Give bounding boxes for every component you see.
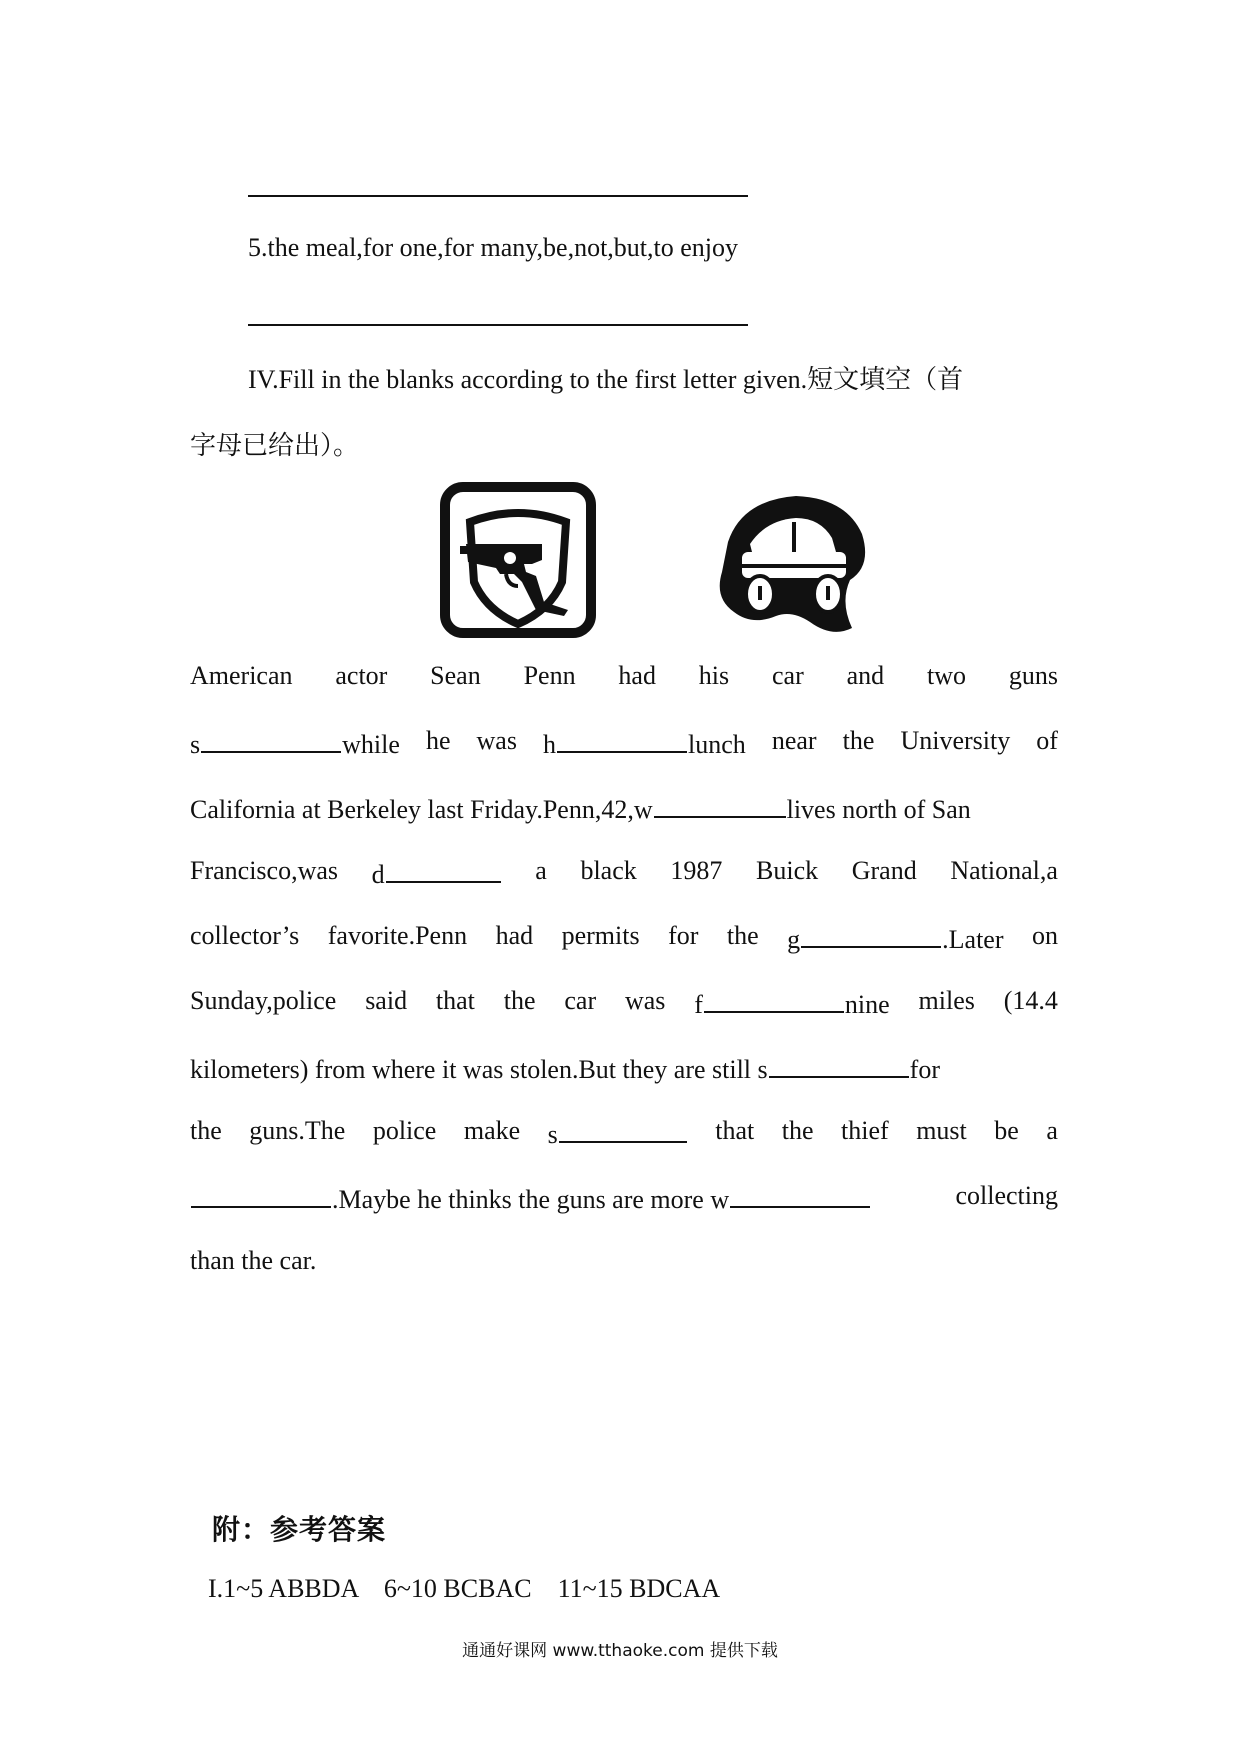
answer-key-title: 附：参考答案	[212, 1513, 387, 1546]
word: had	[618, 661, 656, 690]
word: for	[668, 921, 699, 950]
word: kilometers) from where it was stolen.But they are still s	[190, 1055, 768, 1084]
word: h	[543, 730, 557, 759]
word: Sean	[430, 661, 481, 690]
passage-line-4	[190, 851, 1058, 891]
word: lives north of San	[786, 795, 971, 824]
word: for	[909, 1055, 940, 1084]
word: black	[580, 856, 637, 885]
word: guns.The	[249, 1116, 346, 1145]
word: while	[342, 730, 400, 759]
word: Penn	[523, 661, 576, 690]
passage-line-1	[190, 656, 1058, 696]
fill-blank[interactable]	[191, 1176, 331, 1208]
passage-line-5	[190, 916, 1058, 956]
word: that	[435, 986, 475, 1015]
word: .Maybe he thinks the guns are more w	[332, 1185, 730, 1214]
word: car	[564, 986, 597, 1015]
word: g	[787, 925, 801, 954]
word: that	[715, 1116, 755, 1145]
gun-shield-icon	[440, 482, 600, 642]
word: two	[926, 661, 966, 690]
answer-key-line: I.1~5 ABBDA 6~10 BCBAC 11~15 BDCAA	[208, 1574, 721, 1603]
word: the	[190, 1116, 222, 1145]
word: American	[190, 661, 293, 690]
word: favorite.Penn	[327, 921, 468, 950]
word: was	[476, 726, 517, 755]
word: the	[726, 921, 759, 950]
word: f	[694, 990, 703, 1019]
word: Sunday,police	[190, 986, 337, 1015]
word: actor	[335, 661, 388, 690]
page-footer: 通通好课网 www.tthaoke.com 提供下载	[462, 1641, 778, 1661]
section-4-heading: IV.Fill in the blanks according to the first letter given.短文填空（首	[248, 365, 964, 394]
word: a	[1046, 1116, 1058, 1145]
word: the	[842, 726, 875, 755]
passage-line-2	[190, 721, 1058, 761]
word: Francisco,was	[190, 856, 339, 885]
word: guns	[1008, 661, 1058, 690]
word: 1987	[670, 856, 723, 885]
word: miles	[918, 986, 975, 1015]
word: Grand	[851, 856, 917, 885]
answer-blank-line[interactable]	[248, 195, 748, 197]
word: Buick	[756, 856, 819, 885]
word: car	[771, 661, 804, 690]
word: on	[1031, 921, 1058, 950]
word: said	[365, 986, 408, 1015]
passage-line-10	[190, 1241, 1058, 1281]
word: d	[371, 860, 385, 889]
fill-blank[interactable]	[201, 721, 341, 753]
word: National,a	[950, 856, 1058, 885]
word: (14.4	[1003, 986, 1058, 1015]
word: lunch	[688, 730, 746, 759]
word: make	[463, 1116, 521, 1145]
fill-blank[interactable]	[654, 786, 786, 818]
word: the	[503, 986, 536, 1015]
word: be	[994, 1116, 1019, 1145]
fill-blank[interactable]	[559, 1111, 687, 1143]
word: was	[624, 986, 666, 1015]
word: collecting	[955, 1181, 1058, 1210]
word: California at Berkeley last Friday.Penn,42,w	[190, 795, 653, 824]
passage-line-9	[190, 1176, 1058, 1216]
word: University	[900, 726, 1011, 755]
car-icon	[712, 482, 872, 642]
word: permits	[561, 921, 640, 950]
fill-blank[interactable]	[730, 1176, 870, 1208]
word: s	[547, 1120, 558, 1149]
answer-blank-line[interactable]	[248, 324, 748, 326]
word: must	[916, 1116, 967, 1145]
word: and	[846, 661, 885, 690]
fill-blank[interactable]	[386, 851, 501, 883]
word: a	[535, 856, 547, 885]
word: had	[495, 921, 534, 950]
illustration-row	[440, 482, 880, 642]
word: near	[771, 726, 817, 755]
fill-blank[interactable]	[704, 981, 844, 1013]
word: collector’s	[190, 921, 300, 950]
passage-line-6	[190, 981, 1058, 1021]
item-5-prompt: 5.the meal,for one,for many,be,not,but,to enjoy	[248, 233, 739, 262]
word: s	[190, 730, 201, 759]
word: his	[698, 661, 730, 690]
fill-blank[interactable]	[801, 916, 941, 948]
passage-line-3	[190, 786, 1058, 826]
word: he	[425, 726, 451, 755]
fill-blank[interactable]	[769, 1046, 909, 1078]
section-4-heading-cont: 字母已给出）。	[190, 431, 360, 460]
word: thief	[841, 1116, 889, 1145]
passage-line-7	[190, 1046, 1058, 1086]
fill-blank[interactable]	[557, 721, 687, 753]
word: than the car.	[190, 1246, 317, 1275]
word: police	[372, 1116, 437, 1145]
word: of	[1036, 726, 1058, 755]
passage-line-8	[190, 1111, 1058, 1151]
word: .Later	[942, 925, 1004, 954]
word: nine	[844, 990, 890, 1019]
word: the	[781, 1116, 814, 1145]
